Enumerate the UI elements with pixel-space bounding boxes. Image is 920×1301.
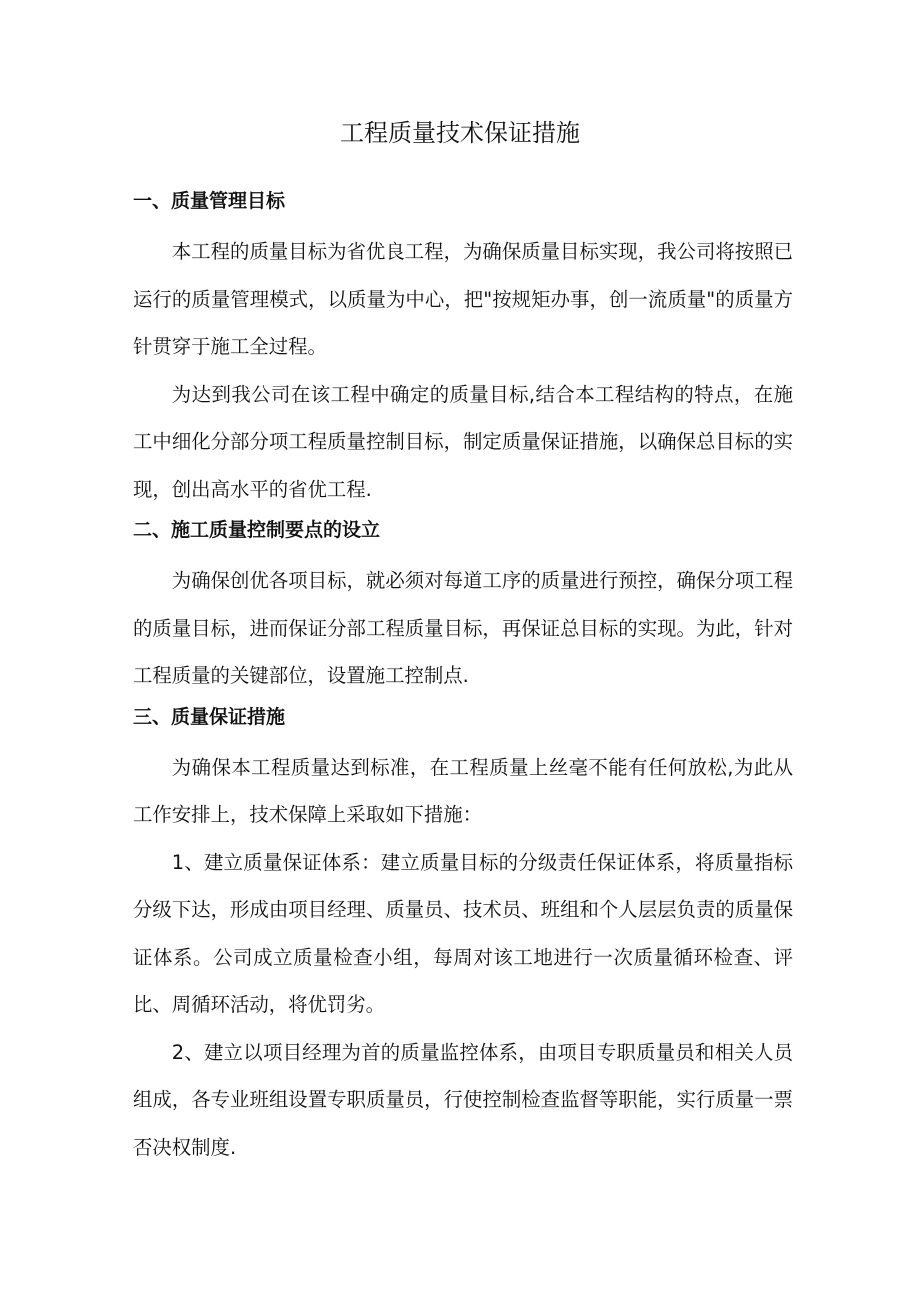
document-title: 工程质量技术保证措施 [340,119,580,147]
paragraph: 本工程的质量目标为省优良工程，为确保质量目标实现，我公司将按照已运行的质量管理模式，以质量为中心，把"按规矩办事，创一流质量"的质量方针贯穿于施工全过程。 [133,240,793,358]
section-quality-target [133,184,793,513]
paragraph: 2、建立以项目经理为首的质量监控体系，由项目专职质量员和相关人员组成，各专业班组设置专职质量员，行使控制检查监督等职能，实行质量一票否决权制度. [133,1040,793,1159]
section-quality-measures [133,700,793,1172]
section-heading: 三、质量保证措施 [133,705,286,728]
section-heading: 一、质量管理目标 [133,190,286,212]
section-control-points [133,513,793,700]
paragraph: 为达到我公司在该工程中确定的质量目标,结合本工程结构的特点，在施工中细化分部分项工程质量控制目标，制定质量保证措施，以确保总目标的实现，创出高水平的省优工程. [133,382,793,501]
document-body [133,184,793,1171]
paragraph: 1、建立质量保证体系：建立质量目标的分级责任保证体系，将质量指标分级下达，形成由项目经理、质量员、技术员、班组和个人层层负责的质量保证体系。公司成立质量检查小组，每周对该工地进行一次质量循环检查、评比、周循环活动，将优罚劣。 [133,850,793,1016]
section-heading: 二、施工质量控制要点的设立 [133,519,381,541]
paragraph: 为确保本工程质量达到标准，在工程质量上丝毫不能有任何放松,为此从工作安排上，技术保障上采取如下措施： [133,755,793,826]
paragraph: 为确保创优各项目标，就必须对每道工序的质量进行预控，确保分项工程的质量目标，进而保证分部工程质量目标，再保证总目标的实现。为此，针对工程质量的关键部位，设置施工控制点. [133,569,793,687]
